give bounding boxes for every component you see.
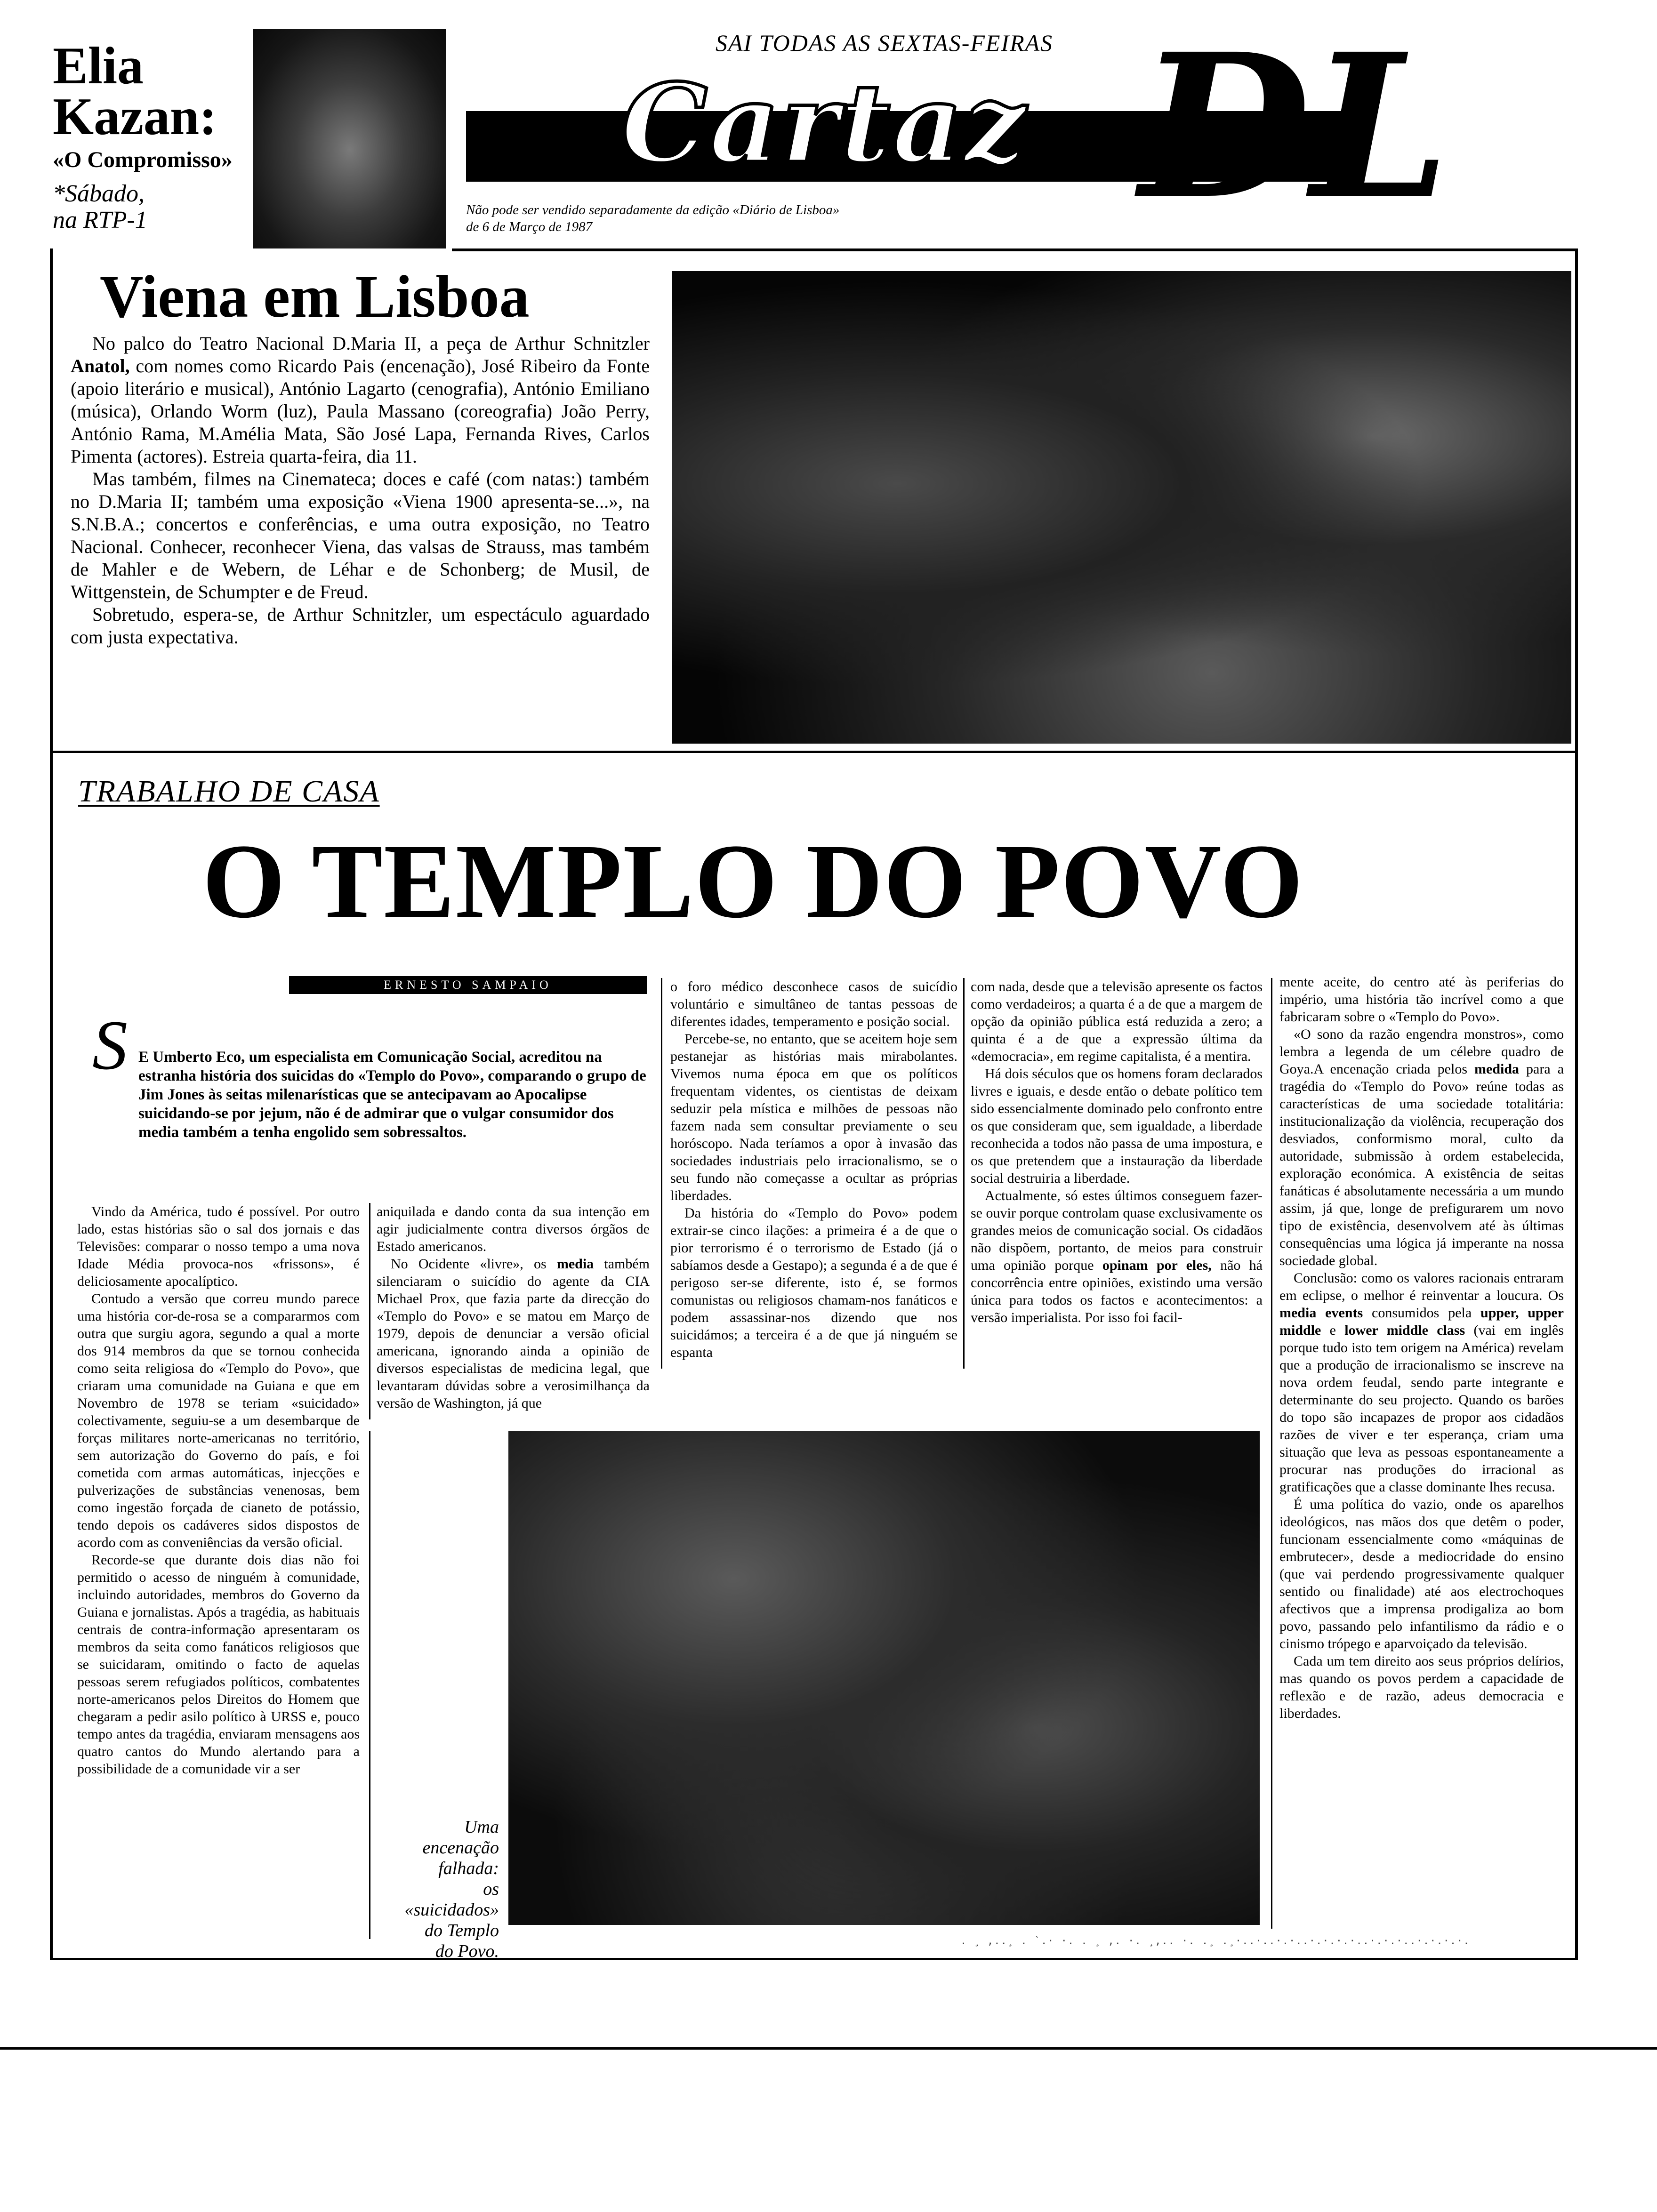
- col4-paragraph-1: com nada, desde que a televisão apresente os factos como verdadeiros; a quarta é a de que a margem de opção da opinião pública está reduzida a zero; a quinta é a de que a expressão última da «democracia», em regime capitalista, é a mentira.: [971, 979, 1263, 1064]
- column-3: [670, 978, 957, 1361]
- col4-paragraph-2: Há dois séculos que os homens foram declarados livres e iguais, e desde então o debate político tem sido essencialmente dominado pelo confronto entre os que consideram que, sem igualdade, a liberdade reconhecida a todos não passa de uma impostura, e os que pretendem que a instauração da liberdade social destruiria a liberdade.: [971, 1066, 1263, 1186]
- col5-paragraph-3: Conclusão: como os valores racionais entraram em eclipse, o melhor é reinventar a loucura. Os media events consumidos pela upper, upper middle e lower middle class (vai em inglês porque tudo isto tem origem na América) revelam que a produção de irracionalismo se inscreve na nova ordem feudal, sendo parte integrante e determinante do seu projecto. Quando os barões do topo são incapazes de propor aos cidadãos razões de viver e ter esperança, criam uma situação que leva as pessoas espontaneamente a procurar nas produções do irracional as gratificações que a classe dominante lhes recusa.: [1279, 1270, 1564, 1495]
- lead-paragraph: E Umberto Eco, um especialista em Comunicação Social, acreditou na estranha história dos suicidas do «Templo do Povo», comparando o grupo de Jim Jones às seitas milenarísticas que se antecipavam ao Apocalipse suicidando-se por jejum, não é de admirar que o vulgar consumidor dos media também a tenha engolido sem sobressaltos.: [138, 1049, 646, 1141]
- column-1: [77, 1203, 360, 1778]
- dl-logo: DL: [1139, 11, 1450, 243]
- masthead-notice-line1: Não pode ser vendido separadamente da edição «Diário de Lisboa»: [466, 202, 840, 217]
- col5-paragraph-4: É uma política do vazio, onde os aparelhos ideológicos, nas mãos dos que detêm o poder, funcionam essencialmente como «máquinas de embrutecer», desde a mediocridade do ensino (que vai perdendo progressivamente qualquer sentido ou finalidade) até aos electrochoques afectivos que a imprensa prodigaliza ao bom povo, passando pelo infantilismo da rádio e o cinismo trópego e aparvoiçado da televisão.: [1279, 1497, 1564, 1651]
- right-frame-rule: [1575, 248, 1578, 1960]
- col3-paragraph-2: Percebe-se, no entanto, que se aceitem hoje sem pestanejar as histórias mais mirabolantes. Vivemos numa época em que os políticos frequentam videntes, os cientistas de deixam seduzir pela mística e milhões de pessoas não fazem nada sem consultar previamente o seu horóscopo. Nada teríamos a opor à invasão das sociedades industriais pelo irracionalismo, se o seu fundo não começasse a ocultar as próprias liberdades.: [670, 1031, 957, 1203]
- page-edge-rule: [0, 2047, 1657, 2050]
- column-2: [377, 1203, 650, 1412]
- column-rule-4: [1271, 978, 1272, 1929]
- feature-title-line1: Elia: [53, 37, 144, 95]
- column-4: [971, 978, 1263, 1326]
- photo-column-rule: [369, 1431, 370, 1939]
- viena-bottom-rule: [50, 751, 1578, 753]
- feature-title: [53, 37, 250, 146]
- top-frame-rule: [452, 248, 1577, 251]
- templo-photo: [508, 1431, 1260, 1925]
- col1-paragraph-2: Contudo a versão que correu mundo parece uma história cor-de-rosa se a compararmos com outra que surgiu agora, segundo a qual a morte dos 914 membros da que se tornou conhecida como seita religiosa do «Templo do Povo», que criaram uma comunidade na Guiana e que em Novembro de 1978 se teriam «suicidado» colectivamente, seguiu-se a um desembarque de forças militares norte-americanas no território, sem autorização do Governo do país, e foi cometida com armas automáticas, injecções e pulverizações de substâncias venenosas, bem como ingestão forçada de cianeto de potássio, tendo depois os cadáveres sidos dispostos de acordo com as conveniências da versão oficial.: [77, 1291, 360, 1550]
- feature-time-line1: *Sábado,: [53, 180, 145, 207]
- drop-cap: S: [92, 1006, 128, 1084]
- viena-article: [71, 332, 650, 649]
- anatol-stage-photo: [672, 271, 1571, 744]
- anatol-title: Anatol,: [71, 355, 130, 377]
- viena-paragraph-1: No palco do Teatro Nacional D.Maria II, a peça de Arthur Schnitzler Anatol, com nomes como Ricardo Pais (encenação), José Ribeiro da Fonte (apoio literário e musical), António Lagarto (cenografia), António Emiliano (música), Orlando Worm (luz), Paula Massano (coreografia) João Perry, António Rama, M.Amélia Mata, São José Lapa, Fernanda Rives, Carlos Pimenta (actores). Estreia quarta-feira, dia 11.: [71, 333, 650, 467]
- viena-paragraph-2: Mas também, filmes na Cinemateca; doces e café (com natas:) também no D.Maria II; também uma exposição «Viena 1900 apresenta-se...», na S.N.B.A.; concertos e conferências, e uma outra exposição, no Teatro Nacional. Conhecer, reconhecer Viena, das valsas de Strauss, mas também de Mahler e de Webern, de Léhar e de Schonberg; de Musil, de Wittgenstein, de Schumpter e de Freud.: [71, 468, 650, 602]
- masthead-notice-line2: de 6 de Março de 1987: [466, 219, 593, 234]
- masthead-notice: [466, 201, 1059, 235]
- col1-paragraph-1: Vindo da América, tudo é possível. Por outro lado, estas histórias são o sal dos jornais e das Televisões: comparar o nosso tempo a uma nova Idade Média provoca-nos «frissons», é deliciosamente apocalíptico.: [77, 1204, 360, 1289]
- col4-paragraph-3: Actualmente, só estes últimos conseguem fazer-se ouvir porque controlam quase exclusivamente os grandes meios de comunicação social. Os cidadãos não dispõem, portanto, de meios para construir uma opinião porque opinam por eles, não há concorrência entre opiniões, existindo uma versão única para todos os factos e acontecimentos: a versão imperialista. Por isso foi facil-: [971, 1188, 1263, 1325]
- section-kicker: TRABALHO DE CASA: [78, 774, 380, 809]
- col2-paragraph-1: aniquilada e dando conta da sua intenção em agir judicialmente contra diversos órgãos de Estado americanos.: [377, 1204, 650, 1254]
- column-5: [1279, 973, 1564, 1722]
- feature-subtitle: «O Compromisso»: [53, 147, 233, 172]
- col5-paragraph-2: «O sono da razão engendra monstros», como lembra a legenda de um célebre quadro de Goya.A encenação criada pelos medida para a tragédia do «Templo do Povo» reúne todas as características de uma sociedade totalitária: institucionalização da violência, recuperação dos desviados, conformismo moral, culto da autoridade, submissão à ordem estabelecida, exploração económica. A existência de seitas fanáticas é absolutamente necessária a um mundo assim, já que, longe de prefigurarem um novo tipo de existência, desenvolvem até às últimas consequências uma lógica já imperante na nossa sociedade global.: [1279, 1026, 1564, 1268]
- kazan-portrait: [253, 29, 446, 248]
- feature-time-line2: na RTP-1: [53, 207, 147, 233]
- column-rule-1: [369, 1203, 370, 1419]
- col3-paragraph-3: Da história do «Templo do Povo» podem extrair-se cinco ilações: a primeira é a de que o pior terrorismo é o terrorismo de Estado (já o sabíamos desde a Gestapo); a segunda é a de que é perigoso ser-se diferente, isto é, se formos comunistas ou religiosos chamam-nos fanáticos e podem assassinar-nos dizendo que nos suicidámos; a terceira é a de que já ninguém se espanta: [670, 1205, 957, 1360]
- feature-title-line2: Kazan:: [53, 88, 217, 146]
- viena-headline: Viena em Lisboa: [100, 263, 530, 330]
- masthead-title: Cartaz: [621, 60, 1028, 187]
- viena-paragraph-3: Sobretudo, espera-se, de Arthur Schnitzler, um espectáculo aguardado com justa expectativa.: [71, 604, 650, 648]
- col1-paragraph-3: Recorde-se que durante dois dias não foi permitido o acesso de ninguém à comunidade, incluindo autoridades, membros do Governo da Guiana e jornalistas. Após a tragédia, as habituais centrais de contra-informação apresentaram os membros da seita como fanáticos religiosos que se suicidaram, omitindo o facto de aquelas pessoas serem refugiados políticos, combatentes norte-americanos pelos Direitos do Homem que chegaram a pedir asilo político à URSS e, pouco tempo antes da tragédia, enviaram mensagens aos quatro cantos do Mundo alertando para a possibilidade de a comunidade vir a ser: [77, 1552, 360, 1777]
- byline: ERNESTO SAMPAIO: [289, 976, 647, 994]
- column-rule-2: [661, 978, 662, 1369]
- left-frame-rule: [50, 248, 53, 1960]
- col5-paragraph-1: mente aceite, do centro até às periferias do império, uma história tão incrível como a que fabricaram sobre o «Templo do Povo».: [1279, 974, 1564, 1025]
- templo-headline: O TEMPLO DO POVO: [202, 822, 1304, 940]
- col5-paragraph-5: Cada um tem direito aos seus próprios delírios, mas quando os povos perdem a capacidade de reflexão e de razão, adeus democracia e liberdades.: [1279, 1653, 1564, 1721]
- col3-paragraph-1: o foro médico desconhece casos de suicídio voluntário e simultâneo de tantas pessoas de diferentes idades, temperamento e posição social.: [670, 979, 957, 1029]
- footer-print-noise: . ¸ ,..¸ . `.· ·. . ¸ ,. ·. ¸,.. ·. .¸ .¸·..·..·.·..·.·.·.·..·.·.·..·.·.·.·.: [960, 1935, 1470, 1947]
- column-rule-3: [963, 978, 965, 1369]
- col2-paragraph-2: No Ocidente «livre», os media também silenciaram o suicídio do agente da CIA Michael Prox, que fazia parte da direcção do «Templo do Povo» e se matou em Março de 1979, depois de denunciar a versão oficial americana, ignorando ainda a opinião de diversos especialistas de medicina legal, que levantaram dúvidas sobre a verosimilhança da versão de Washington, já que: [377, 1256, 650, 1411]
- feature-time: [53, 181, 250, 233]
- bottom-frame-rule: [50, 1958, 1578, 1960]
- frequency-tagline: SAI TODAS AS SEXTAS-FEIRAS: [716, 30, 1054, 56]
- photo-caption: Uma encenação falhada: os «suicidados» do Templo do Povo.: [404, 1817, 499, 1961]
